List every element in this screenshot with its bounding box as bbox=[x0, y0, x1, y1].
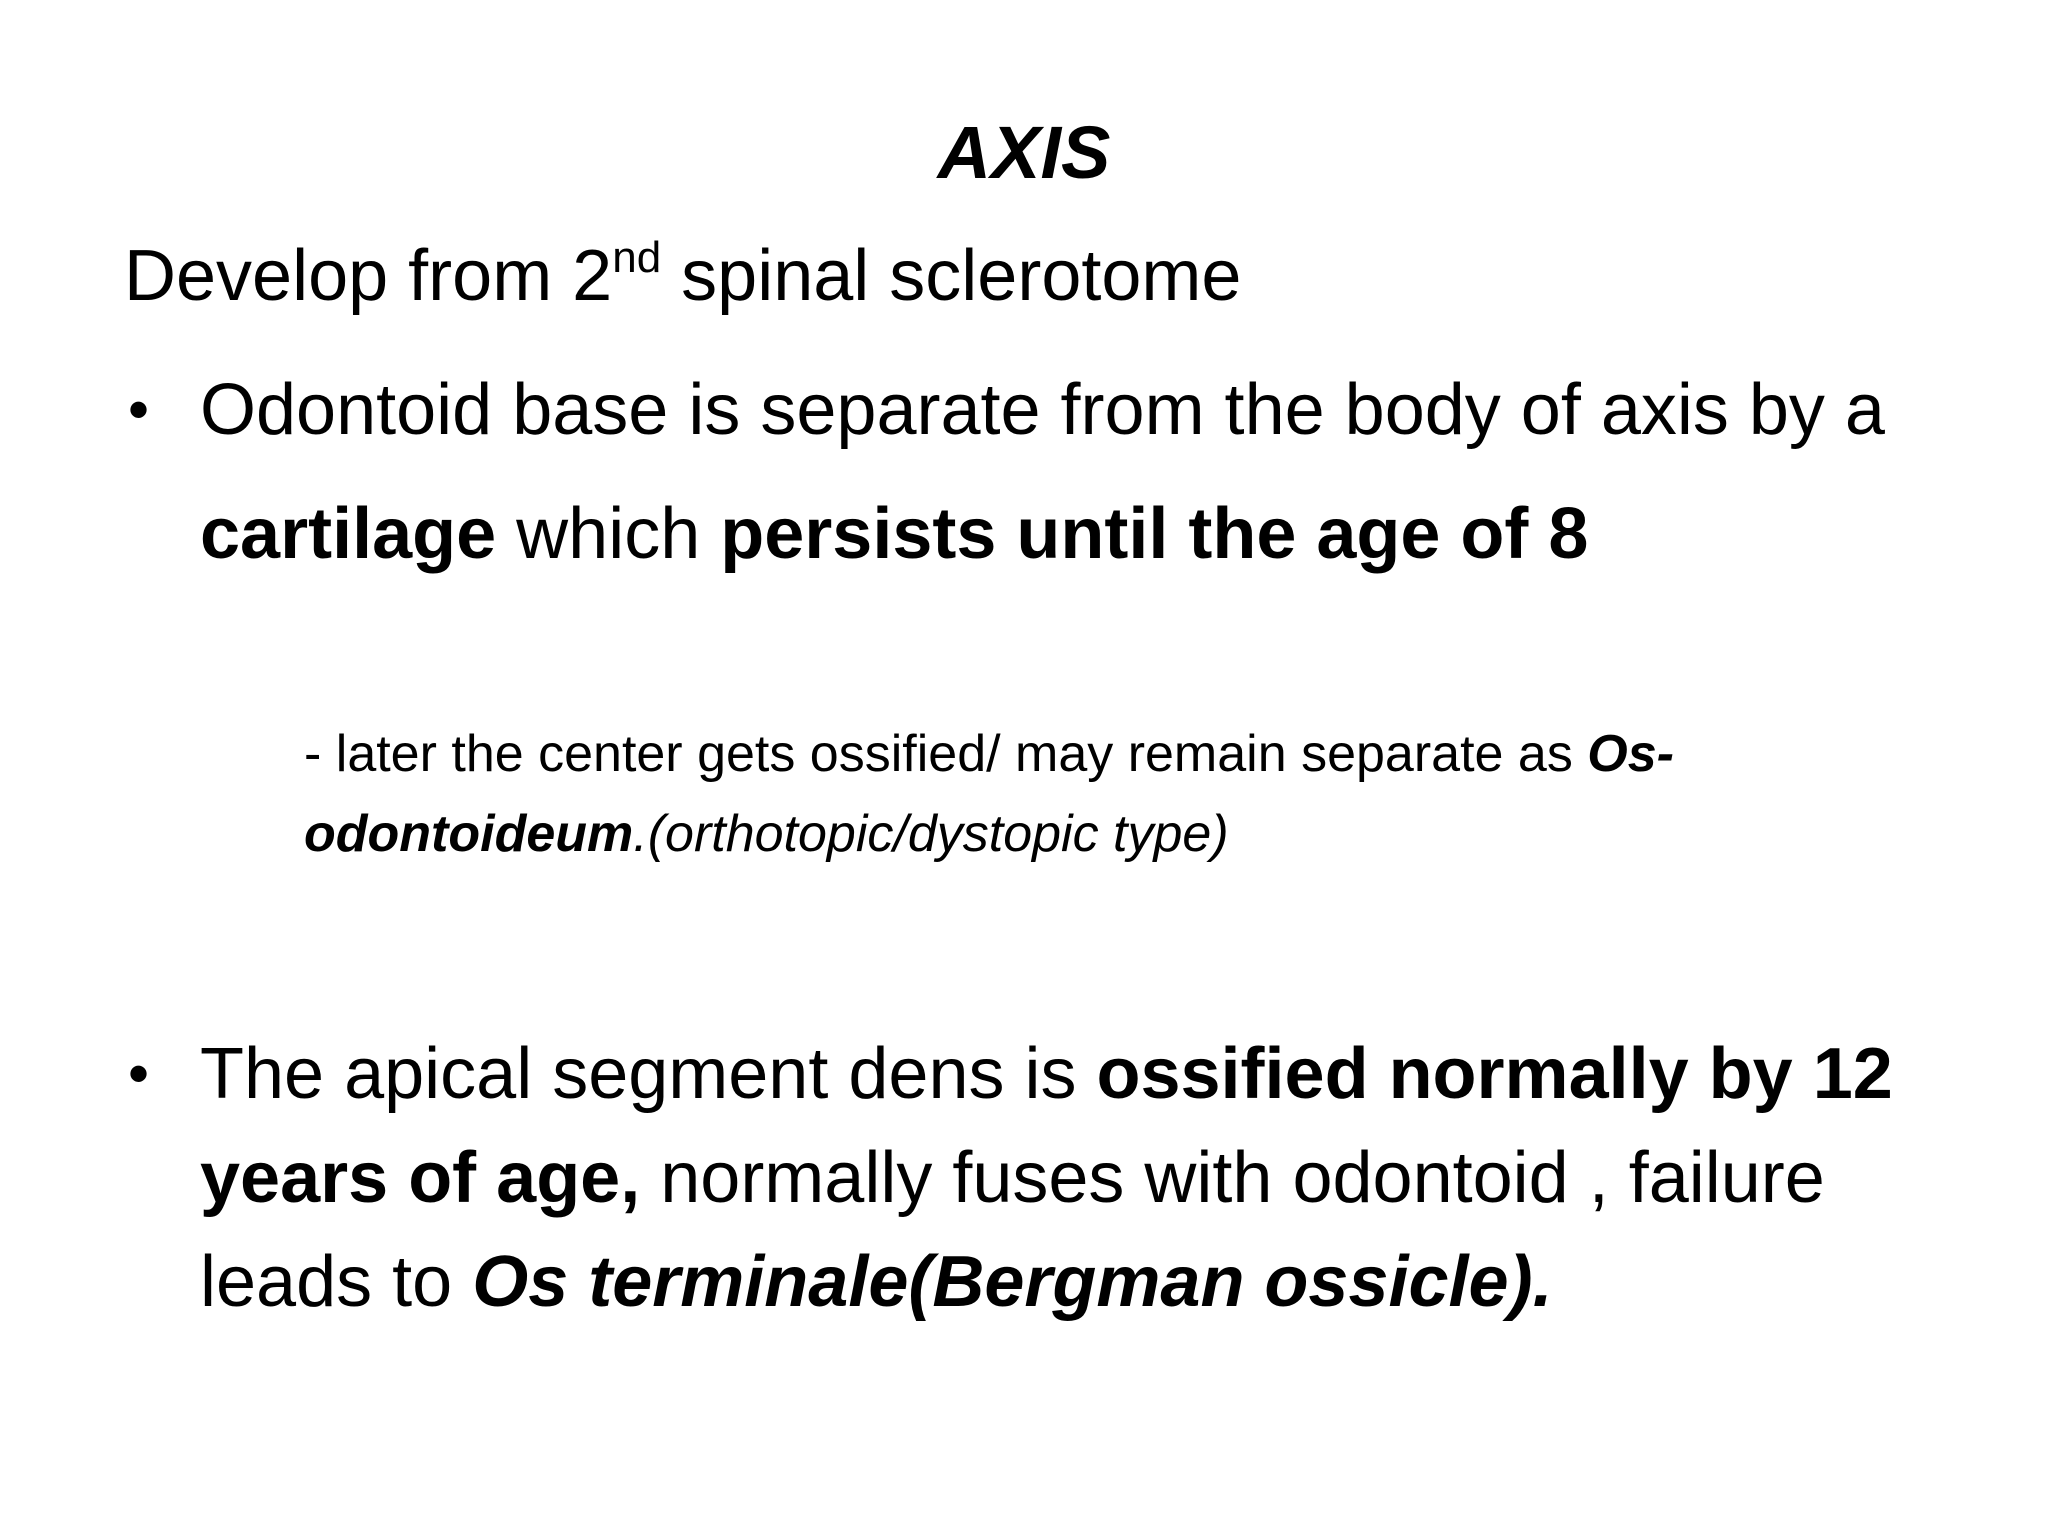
bullet-item-apical-segment bbox=[128, 1022, 1960, 1334]
bullet-text: which bbox=[496, 494, 721, 574]
bullet-emphasis-ossified: ossified normally by 12 years of age, bbox=[200, 1034, 1893, 1218]
slide-subtitle bbox=[124, 228, 1241, 334]
note-text: - later the center gets ossified/ may remain separate as bbox=[304, 725, 1588, 783]
bullet-text: normally fuses with odontoid , failure leads to bbox=[200, 1138, 1825, 1322]
subtitle-superscript: nd bbox=[612, 233, 662, 282]
note-suffix: .(orthotopic/dystopic type) bbox=[633, 805, 1229, 863]
subtitle-prefix: Develop from 2 bbox=[124, 236, 613, 316]
note-term: Os-odontoideum bbox=[304, 725, 1674, 863]
bullet-marker: • bbox=[128, 376, 150, 443]
slide-title: AXIS bbox=[937, 111, 1111, 194]
bullet-emphasis-cartilage: cartilage bbox=[200, 494, 497, 574]
bullet-emphasis-age: persists until the age of 8 bbox=[720, 494, 1589, 574]
bullet-text: Odontoid base is separate from the body of axis by a bbox=[200, 370, 1885, 450]
bullet-text: The apical segment dens is bbox=[200, 1034, 1097, 1114]
bullet-emphasis-os-terminale: Os terminale(Bergman ossicle). bbox=[472, 1242, 1553, 1322]
sub-note bbox=[304, 714, 1864, 874]
bullet-marker: • bbox=[128, 1040, 150, 1107]
bullet-item-odontoid-base bbox=[128, 348, 1960, 596]
subtitle-suffix: spinal sclerotome bbox=[661, 236, 1242, 316]
